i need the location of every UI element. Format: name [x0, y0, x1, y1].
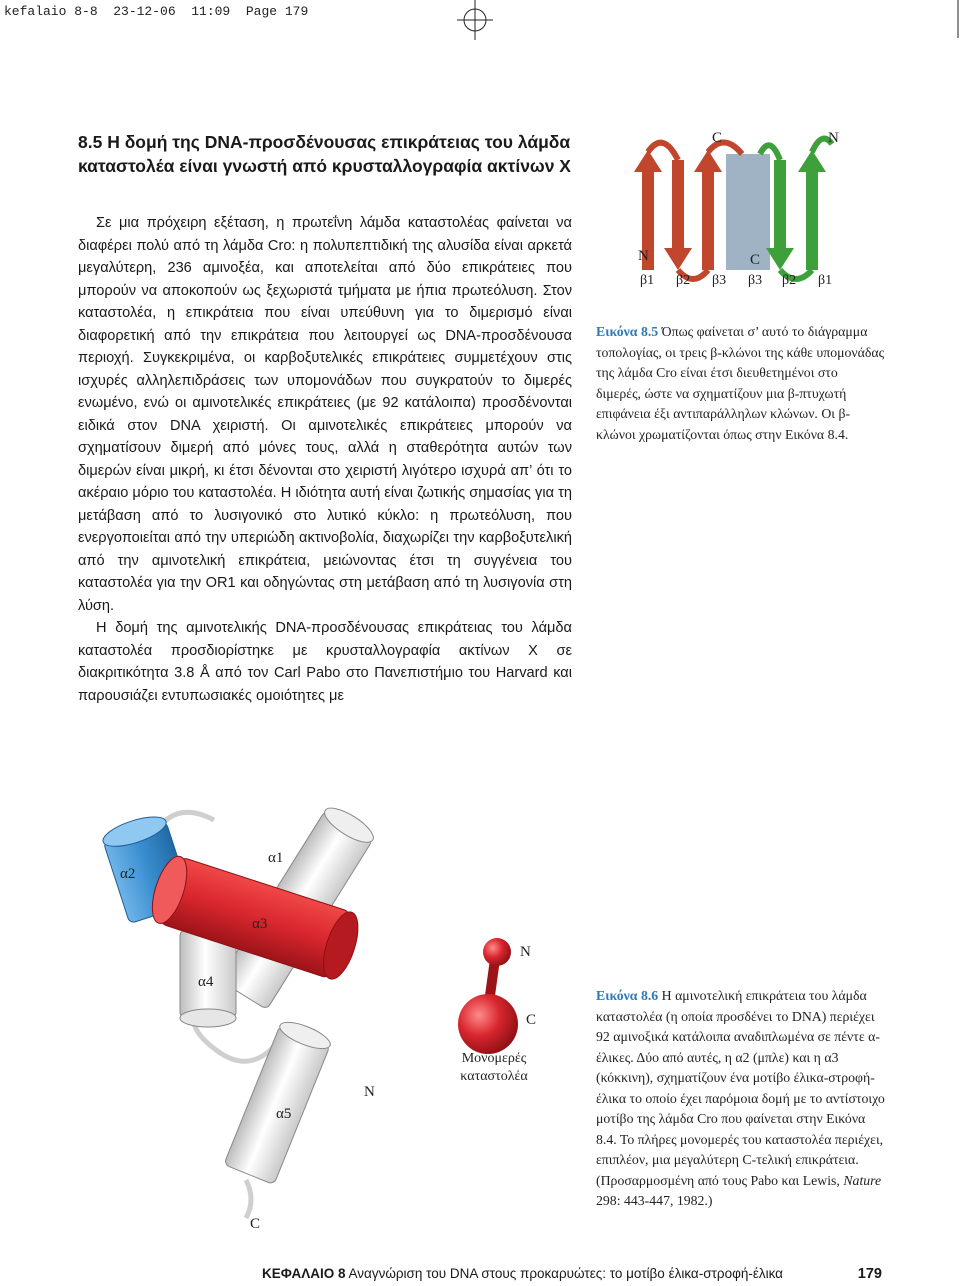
label-chain-n: N: [364, 1084, 375, 1100]
beta-strand-b3-center: [726, 154, 770, 270]
strand-label-2: β2: [676, 273, 691, 288]
figure-8-5-caption: [596, 322, 886, 445]
page-footer: [262, 1266, 882, 1286]
figure-8-6-label: Εικόνα 8.6: [596, 988, 659, 1003]
beta-strand-b1-right: [798, 150, 826, 270]
figure-8-6-caption-text-a: Η αμινοτελική επικράτεια του λάμδα καταστολέα (η οποία προσδένει το DNA) περιέχει 92 αμινοξικά κατάλοιπα αναδιπλωμένα σε πέντε α-έλικες. Δύο από αυτές, η α2 (μπλε) και η α3 (κόκκινη), σχηματίζουν ένα μοτίβο έλικα-στροφή-έλικα το οποίο έχει παρόμοια δομή με το αντίστοιχο μοτίβο της λάμδα Cro που φαίνεται στην Εικόνα 8.4. Το πλήρες μονομερές του καταστολέα περιέχει, επιπλέον, μια μεγαλύτερη C-τελική επικράτεια. (Προσαρμοσμένη από τους Pabo και Lewis,: [596, 988, 885, 1188]
label-a4: α4: [198, 974, 214, 990]
repressor-monomer-icon: [458, 938, 518, 1054]
figure-8-5-topology-diagram: [630, 124, 860, 294]
label-a3: α3: [252, 916, 268, 932]
label-monomer-c: C: [526, 1012, 537, 1028]
crop-mark-right: [930, 0, 960, 40]
label-chain-c: C: [250, 1216, 261, 1232]
figure-8-5-caption-text: Όπως φαίνεται σ’ αυτό το διάγραμμα τοπολογίας, οι τρεις β-κλώνοι της κάθε υπομονάδας της λάμδα Cro είναι έτσι διευθετημένοι στο διμερές, ώστε να σχηματίζουν μια β-πτυχωτή επιφάνεια έξι αντιπαράλληλων κλώνων. Οι β-κλώνοι χρωματίζονται όπως στην Εικόνα 8.4.: [596, 324, 885, 442]
figure-8-6-caption: [596, 986, 886, 1212]
label-monomer-n: N: [520, 944, 531, 960]
strand-label-1: β1: [640, 273, 655, 288]
helix-a5: [224, 1017, 334, 1185]
coil-c-terminal: [246, 1180, 251, 1218]
registration-mark: [455, 0, 495, 44]
paragraph-2: Η δομή της αμινοτελικής DNA-προσδένουσας επικράτειας του λάμδα καταστολέα προσδιορίστηκε με κρυσταλλογραφία ακτίνων Χ σε διακριτικότητα 3.8 Å από τον Carl Pabo στο Πανεπιστήμιο του Harvard και παρουσιάζει εντυπωσιακές ομοιότητες με: [78, 620, 572, 704]
label-top-n: N: [828, 130, 839, 146]
label-a2: α2: [120, 866, 136, 882]
footer-chapter: ΚΕΦΑΛΑΙΟ 8: [262, 1266, 346, 1281]
section-title: 8.5 Η δομή της DNA-προσδένουσας επικράτειας του λάμδα καταστολέα είναι γνωστή από κρυσταλλογραφία ακτίνων Χ: [78, 132, 571, 176]
figure-8-6-protein-illustration: [96, 780, 556, 1240]
label-bottom-n: N: [638, 248, 649, 264]
monomer-label-line2: καταστολέα: [460, 1069, 528, 1084]
beta-strand-b2-left: [664, 160, 692, 270]
label-top-c: C: [712, 130, 723, 146]
label-bottom-c: C: [750, 252, 761, 268]
beta-strand-b3-left: [694, 150, 722, 270]
beta-strand-b2-right: [766, 160, 794, 270]
strand-label-5: β2: [782, 273, 797, 288]
print-slug: kefalaio 8-8 23-12-06 11:09 Page 179: [4, 4, 309, 19]
figure-8-5-label: Εικόνα 8.5: [596, 324, 659, 339]
figure-8-6-caption-text-b: 298: 443-447, 1982.): [596, 1193, 713, 1208]
strand-label-4: β3: [748, 273, 763, 288]
figure-8-6-journal: Nature: [843, 1172, 882, 1188]
strand-label-6: β1: [818, 273, 833, 288]
strand-label-3: β3: [712, 273, 727, 288]
paragraph-1: Σε μια πρόχειρη εξέταση, η πρωτεΐνη λάμδα καταστολέας φαίνεται να διαφέρει πολύ από τη λάμδα Cro: η πολυπεπτιδική της αλυσίδα είναι αρκετά μεγαλύτερη, 236 αμινοξέα, και αποτελείται από δύο επικράτειες που μπορούν να αποκοπούν ως ξεχωριστά τμήματα με ήπια πρωτεόλυση. Στον καταστολέα, η επικράτεια που είναι υπεύθυνη για το διμερισμό είναι διαφορετική από την επικράτεια που λειτουργεί ως DNA-προσδένουσα περιοχή. Συγκεκριμένα, οι καρβοξυτελικές επικράτειες συμμετέχουν στις ισχυρές αλληλεπιδράσεις των υπομονάδων που συγκρατούν το διμερές ενωμένο, ενώ οι αμινοτελικές επικράτειες (με 92 κατάλοιπα) προσδένονται ειδικά στον DNA χειριστή. Οι αμινοτελικές επικράτειες μπορούν να σχηματίσουν διμερή από μόνες τους, αλλά η σταθερότητα αυτών των διμερών είναι μικρή, κι έτσι δένονται στο χειριστή λιγότερο ισχυρά απ’ ότι το ακέραιο μόριο του καταστολέα. Η ιδιότητα αυτή είναι ζωτικής σημασίας για τη μετάβαση από το λυσιγονικό στο λυτικό κύκλο: η πρωτεόλυση, που ενεργοποιείται από την υπεριώδη ακτινοβολία, διαχωρίζει την καρβοξυτελική από την αμινοτελική επικράτεια, μειώνοντας έτσι τη συγγένεια του καταστολέα για την OR1 και οδηγώντας στη μετάβαση από τη λυσιγονία στη λύση.: [78, 215, 572, 614]
page-number: 179: [857, 1266, 882, 1282]
footer-title: Αναγνώριση του DNA στους προκαρυώτες: το μοτίβο έλικα-στροφή-έλικα: [348, 1266, 783, 1281]
monomer-label-line1: Μονομερές: [461, 1051, 527, 1066]
label-a1: α1: [268, 850, 284, 866]
label-a5: α5: [276, 1106, 292, 1122]
body-text: [78, 212, 572, 707]
